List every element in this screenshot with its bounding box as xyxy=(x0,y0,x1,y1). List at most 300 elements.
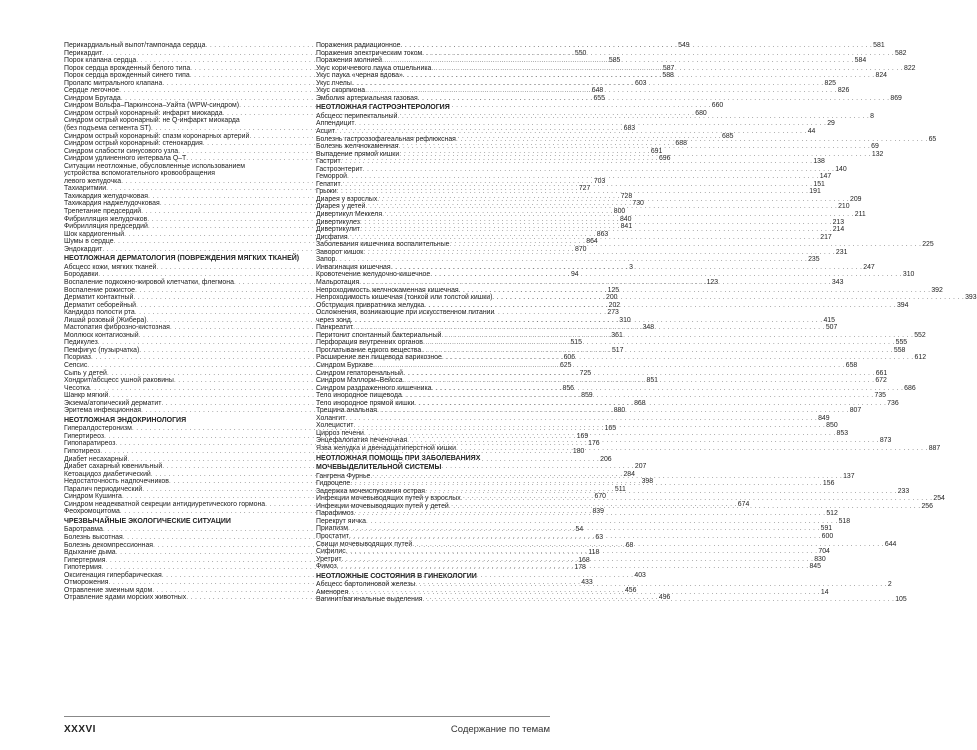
dot-leader xyxy=(354,510,826,518)
index-entry-title: Гипопаратиреоз xyxy=(64,440,116,448)
index-entry-page: 14 xyxy=(820,588,829,596)
index-entry-title: Болезнь декомпрессионная xyxy=(64,541,154,549)
index-entry-title: Дивертикул Меккеля xyxy=(316,211,383,219)
section-heading: ЧРЕЗВЫЧАЙНЫЕ ЭКОЛОГИЧЕСКИЕ СИТУАЦИИ xyxy=(64,517,231,525)
index-entry-page: 169 xyxy=(576,432,589,440)
index-entry-page: 845 xyxy=(809,563,821,571)
index-entry[interactable] xyxy=(316,120,835,128)
index-entry-page: 824 xyxy=(875,72,887,80)
index-entry-page: 217 xyxy=(820,233,832,241)
index-entry-title: Болезнь гастроэзофагеальная рефлюксная xyxy=(316,135,456,143)
index-entry-title: Абсцесс перипектальный xyxy=(316,112,398,120)
index-entry-page: 54 xyxy=(575,526,584,534)
index-entry-page: 600 xyxy=(821,533,834,540)
index-entry-page: 674 xyxy=(737,500,750,508)
index-entry-title: Перитонит спонтанный бактериальный xyxy=(316,331,442,339)
dot-leader xyxy=(459,287,931,295)
index-entry-page: 864 xyxy=(586,238,598,246)
index-entry-page: 273 xyxy=(607,309,619,317)
index-entry-page: 138 xyxy=(813,158,825,166)
index-entry-title: Сифилис xyxy=(316,548,346,556)
index-entry-page: 63 xyxy=(595,534,604,541)
index-entry[interactable] xyxy=(316,165,847,174)
dot-leader xyxy=(414,400,886,408)
dot-leader xyxy=(399,151,871,159)
index-entry-title: Гастрит xyxy=(316,158,341,166)
index-entry-page: 231 xyxy=(835,248,848,256)
index-entry-title: Гипералдостеронизм xyxy=(64,425,132,433)
dot-leader xyxy=(370,470,842,481)
dot-leader xyxy=(350,480,822,488)
dot-leader xyxy=(355,120,827,128)
dot-leader xyxy=(351,317,823,325)
index-entry-title: Феохромоцитома xyxy=(64,508,120,516)
index-entry-page: 868 xyxy=(634,399,646,407)
dot-leader xyxy=(397,113,869,121)
index-entry-title: Диарея у взрослых xyxy=(316,195,378,203)
index-entry-page: 691 xyxy=(650,147,663,155)
index-entry-page: 870 xyxy=(575,245,587,253)
index-entry-page: 873 xyxy=(879,437,892,445)
dot-leader xyxy=(398,143,870,151)
index-entry-page: 176 xyxy=(588,440,600,448)
dot-leader xyxy=(403,377,875,385)
dot-leader xyxy=(461,495,933,503)
dot-leader xyxy=(422,50,894,58)
index-entry-title: Чесотка xyxy=(64,384,90,392)
index-entry-title: Недостаточность надпочечников xyxy=(64,478,169,486)
index-entry-title: Синдром гепаторенальный xyxy=(316,369,404,377)
index-entry-page: 415 xyxy=(823,316,835,324)
index-entry-page: 591 xyxy=(820,525,833,533)
index-entry-page: 94 xyxy=(570,271,579,279)
index-entry-title: Гипотиреоз xyxy=(64,447,101,455)
index-entry-title: Мальротация xyxy=(316,278,360,286)
index-entry-page: 69 xyxy=(871,143,879,151)
index-entry-page: 822 xyxy=(904,64,916,72)
index-entry-page: 840 xyxy=(619,215,632,223)
index-entry-title: Запор xyxy=(316,256,336,264)
index-entry-page: 727 xyxy=(578,185,591,193)
index-entry-page: 254 xyxy=(933,495,945,503)
dot-leader xyxy=(347,173,819,181)
index-entry-page: 704 xyxy=(818,548,830,556)
index-entry-page: 2 xyxy=(887,581,892,589)
dot-leader xyxy=(424,302,896,310)
index-entry-page: 830 xyxy=(814,555,826,563)
dot-leader xyxy=(400,42,872,50)
index-entry-page: 728 xyxy=(620,192,633,200)
dot-leader xyxy=(373,362,845,370)
index-entry[interactable] xyxy=(316,256,820,264)
index-entry-page: 686 xyxy=(904,384,916,392)
index-entry-title: Укус пчелы xyxy=(316,79,352,87)
index-entry-title: Воспаление подкожно-жировой клетчатки, флегмона xyxy=(64,278,234,286)
index-entry-page: 507 xyxy=(825,324,838,332)
index-entry-title: Инфекции мочевыводящих путей у детей xyxy=(316,502,449,510)
dot-leader xyxy=(423,596,895,604)
index-entry-page: 310 xyxy=(619,316,631,324)
index-entry-title: Эмболия артериальная газовая xyxy=(316,94,418,102)
index-entry-title: Холецистит xyxy=(316,422,354,430)
index-entry-page: 348 xyxy=(642,324,655,332)
index-entry-title: Гангрена Фурнье xyxy=(316,472,371,480)
index-entry-title: устройства вспомогательного кровообращения xyxy=(64,170,216,178)
index-entry-page: 585 xyxy=(608,57,621,65)
section-heading: НЕОТЛОЖНАЯ ЭНДОКРИНОЛОГИЯ xyxy=(64,416,187,424)
index-entry-title: Простатит xyxy=(316,533,349,540)
dot-leader xyxy=(425,485,897,496)
index-entry-title: Шок кардиогенный xyxy=(64,230,125,238)
index-entry-page: 688 xyxy=(675,140,687,148)
index-entry-title: Укус скорпиона xyxy=(316,87,366,95)
dot-leader xyxy=(365,87,837,95)
index-entry-title: Выпадение прямой кишки xyxy=(316,150,400,158)
index-entry-page: 132 xyxy=(871,150,884,158)
index-entry-title: Синдром острый коронарный: спазм коронарных артерий xyxy=(64,132,250,140)
index-entry-title: Отравление змеиным ядом xyxy=(64,586,153,594)
index-entry-title: Уретрит xyxy=(316,555,342,563)
index-entry-title: Поражения электрическим током xyxy=(316,49,423,57)
index-entry-title: Тело инородное пищевода xyxy=(316,392,402,400)
index-entry-page: 658 xyxy=(845,361,858,369)
dot-leader xyxy=(341,158,813,166)
index-entry-page: 826 xyxy=(837,87,850,95)
index-entry[interactable] xyxy=(316,309,551,317)
dot-leader xyxy=(430,271,902,279)
dot-leader xyxy=(442,332,914,340)
dot-leader xyxy=(431,385,903,393)
index-entry-page: 68 xyxy=(625,541,634,549)
index-entry-page: 672 xyxy=(875,377,887,385)
index-entry-title: Перекрут яичка xyxy=(316,517,366,525)
index-entry-page: 180 xyxy=(572,447,585,455)
index-entry-title: Приапизм xyxy=(316,525,348,533)
index-entry-title: Фимоз xyxy=(316,563,337,571)
index-entry-page: 703 xyxy=(593,177,606,185)
index-entry-page: 123 xyxy=(706,278,719,286)
index-entry[interactable] xyxy=(316,517,851,526)
index-entry-page: 156 xyxy=(822,480,835,488)
index-entry-page: 825 xyxy=(824,79,836,87)
index-entry-page: 515 xyxy=(570,339,582,347)
index-entry-title: Фибрилляция предсердий xyxy=(64,223,148,231)
index-entry-title: Тахикардия желудочковая xyxy=(64,192,149,200)
index-entry-page: 343 xyxy=(831,278,844,286)
dot-leader xyxy=(363,166,835,174)
index-entry-page: 736 xyxy=(887,399,899,407)
dot-leader xyxy=(412,541,884,549)
index-entry-page: 587 xyxy=(662,64,675,72)
dot-leader xyxy=(359,279,831,287)
index-entry-page: 859 xyxy=(581,392,593,400)
index-entry-page: 853 xyxy=(836,429,849,437)
dot-leader xyxy=(337,563,809,571)
index-entry-title: Гидроцеле xyxy=(316,480,351,488)
index-entry-title: Перикардит xyxy=(64,49,103,57)
dot-leader xyxy=(360,219,832,227)
index-entry-title: Цирроз печени xyxy=(316,429,364,437)
index-entry-title: Экзема/атопический дерматит xyxy=(64,399,162,407)
index-entry-title: Синдром острый коронарный: инфаркт миокарда xyxy=(64,109,223,117)
index-entry-page: 655 xyxy=(593,94,605,102)
index-entry-title: Болезнь желчнокаменная xyxy=(316,143,399,151)
dot-leader xyxy=(360,226,832,234)
index-entry-title: Тахиаритмии xyxy=(64,185,107,193)
dot-leader xyxy=(415,581,887,589)
dot-leader xyxy=(341,181,813,189)
index-entry-title: Синдром Мэллори–Вейсса xyxy=(316,377,403,385)
index-entry-title: Оксигенация гипербарическая xyxy=(64,571,162,579)
index-entry-page: 612 xyxy=(914,354,927,362)
index-entry-title: Синдром удлиненного интервала Q–T xyxy=(64,155,187,163)
index-entry-page: 584 xyxy=(854,57,867,65)
index-entry-page: 140 xyxy=(835,165,847,173)
index-entry-page: 200 xyxy=(606,294,618,302)
dot-leader xyxy=(364,430,836,438)
index-entry-page: 496 xyxy=(658,594,671,602)
index-entry-page: 863 xyxy=(596,230,609,238)
index-entry-title: Синдром Вольфа–Паркинсона–Уайта (WPW-синдром) xyxy=(64,102,240,110)
index-entry-page: 887 xyxy=(928,444,941,452)
index-entry-title: Болезнь высотная xyxy=(64,534,123,541)
index-entry-page: 670 xyxy=(594,493,606,501)
index-entry-page: 433 xyxy=(581,579,593,587)
index-entry-page: 683 xyxy=(623,125,636,133)
index-entry-page: 394 xyxy=(896,301,909,309)
index-entry-title: Проглатывание едкого вещества xyxy=(316,346,422,354)
index-entry-page: 869 xyxy=(890,94,902,102)
index-entry-page: 851 xyxy=(646,377,659,385)
index-entry-title: Кетоацидоз диабетический xyxy=(64,470,151,478)
index-entry-page: 680 xyxy=(695,109,707,117)
index-entry-page: 247 xyxy=(863,263,875,271)
index-entry-title: Укус паука «черная вдова» xyxy=(316,72,403,80)
index-entry-title: Отравление ядами морских животных xyxy=(64,594,187,602)
index-entry[interactable] xyxy=(316,414,830,423)
index-entry-title: Непроходимость желчнокаменная кишечная xyxy=(316,286,459,294)
index-entry-page: 517 xyxy=(611,346,624,354)
index-entry-page: 588 xyxy=(662,72,674,80)
index-entry-title: Синдром неадекватной секреции антидиуретического гормона xyxy=(64,500,266,508)
index-entry-title: Асцит xyxy=(316,128,335,136)
index-entry-page: 137 xyxy=(843,472,855,480)
index-entry-title: Педикулез xyxy=(64,339,98,347)
index-entry-page: 310 xyxy=(902,271,915,279)
index-entry-title: Тахикардия наджелудочковая xyxy=(64,200,160,208)
dot-leader xyxy=(391,264,863,272)
index-entry-page: 555 xyxy=(895,339,908,347)
dot-leader xyxy=(348,586,820,597)
index-entry-title: Шумы в сердце xyxy=(64,238,114,246)
dot-leader xyxy=(342,556,814,564)
index-entry-page: 549 xyxy=(678,42,690,49)
index-entry-title: Абсцесс кожи, мягких тканей xyxy=(64,263,157,271)
index-entry-title: Дивертикулез xyxy=(316,218,360,226)
index-entry-title: Порок сердца врожденный синего типа xyxy=(64,72,190,80)
index-entry-page: 730 xyxy=(632,200,644,208)
index-entry-title: Псориаз xyxy=(64,354,91,362)
index-entry-page: 233 xyxy=(897,487,910,495)
index-entry-title: Диабет несахарный xyxy=(64,455,128,463)
index-entry-title: Фибрилляция желудочков xyxy=(64,215,148,223)
index-entry-title: Непроходимость кишечная (тонкой или толстой кишки) xyxy=(316,294,493,302)
dot-leader xyxy=(450,241,922,249)
index-entry-page: 3 xyxy=(629,263,633,271)
index-entry-title: Вагинит/вагинальные выделения xyxy=(316,596,423,604)
index-entry-page: 44 xyxy=(807,128,816,136)
index-entry-page: 191 xyxy=(809,188,821,196)
index-entry-page: 735 xyxy=(874,392,886,400)
index-entry-title: Парафимоз xyxy=(316,510,354,518)
index-entry-title: Абсцесс бартолиновой железы xyxy=(316,581,416,589)
index-entry-title: Холангит xyxy=(316,414,346,422)
dot-leader xyxy=(402,392,874,400)
index-entry-page: 582 xyxy=(894,49,907,57)
index-entry-title: Поражения радиационное xyxy=(316,42,401,49)
index-entry-title: Сыпь у детей xyxy=(64,369,107,377)
index-entry-title: Пролапс митрального клапана xyxy=(64,79,163,87)
dot-leader xyxy=(421,347,893,355)
index-entry-title: Грыжи xyxy=(316,188,337,196)
index-entry-page: 225 xyxy=(922,241,934,249)
index-entry-title: Синдром Бурхаве xyxy=(316,361,374,369)
index-entry-page: 65 xyxy=(928,135,937,143)
index-entry-page: 839 xyxy=(592,508,604,516)
index-entry-page: 725 xyxy=(579,369,592,377)
index-entry-page: 210 xyxy=(838,203,850,211)
index-entry-title: Эндокардит xyxy=(64,245,103,253)
index-entry-page: 207 xyxy=(634,463,647,471)
section-heading: НЕОТЛОЖНАЯ ПОМОЩЬ ПРИ ЗАБОЛЕВАНИЯХ xyxy=(316,454,481,462)
dot-leader xyxy=(377,407,849,415)
index-entry-page: 165 xyxy=(604,425,617,433)
dot-leader xyxy=(382,57,854,65)
dot-leader xyxy=(442,354,914,362)
index-entry-title: Перфорация внутренних органов xyxy=(316,339,423,347)
index-entry-title: Сердце легочное xyxy=(64,87,120,95)
index-entry-title: Синдром Бругада xyxy=(64,94,121,102)
index-entry-page: 552 xyxy=(914,331,926,339)
index-entry-page: 660 xyxy=(711,102,724,110)
index-entry-title: Шанкр мягкий xyxy=(64,392,109,400)
index-entry-page: 696 xyxy=(658,155,671,163)
dot-leader xyxy=(403,370,875,378)
index-entry[interactable] xyxy=(64,170,299,178)
index-entry-page: 8 xyxy=(870,112,874,120)
index-entry-title: Заворот кишок xyxy=(316,248,364,256)
index-entry-page: 648 xyxy=(591,87,604,95)
index-entry-page: 606 xyxy=(563,354,576,362)
index-entry-title: Свищи мочевыводящих путей xyxy=(316,540,413,548)
index-entry-title: Бородавки xyxy=(64,271,99,279)
index-entry-page: 118 xyxy=(588,549,600,557)
index-entry-title: Гастроэнтерит xyxy=(316,165,363,173)
dot-leader xyxy=(377,196,849,204)
index-entry-title: Ситуации неотложные, обусловленные использованием xyxy=(64,162,245,170)
index-entry-page: 393 xyxy=(965,294,977,302)
index-entry-title: через зонд xyxy=(316,316,351,324)
index-entry-page: 392 xyxy=(931,286,943,294)
dot-leader xyxy=(353,422,825,430)
dot-leader xyxy=(365,203,837,211)
index-entry-page: 147 xyxy=(819,173,832,181)
index-entry-title: Перикардиальный выпот/тампонада сердца xyxy=(64,42,206,49)
index-entry-title: Порок клапана сердца xyxy=(64,57,137,65)
index-entry-page: 168 xyxy=(578,556,590,564)
dot-leader xyxy=(348,525,820,533)
index-entry-title: Эритема инфекционная xyxy=(64,407,142,415)
index-entry-title: Кровотечение желудочно-кишечное xyxy=(316,271,431,279)
index-entry-title: Пемфигус (пузырчатка) xyxy=(64,346,140,354)
index-entry-title: Гепатит xyxy=(316,180,341,188)
index-entry-title: Инвагинация кишечная xyxy=(316,263,391,271)
index-entry-title: Сепсис xyxy=(64,361,88,369)
index-entry-title: Язва желудка и двенадцатиперстной кишки xyxy=(316,444,456,452)
index-entry-title: (без подъема сегмента ST) xyxy=(64,125,151,133)
dot-leader xyxy=(363,249,835,257)
index-entry-title: Дерматит контактный xyxy=(64,294,134,302)
index-entry-title: Вдыхание дыма xyxy=(64,549,116,557)
index-entry-title: Аменорея xyxy=(316,588,349,596)
dot-leader xyxy=(418,95,890,103)
dot-leader xyxy=(345,415,817,423)
index-entry-title: Тело инородное прямой кишки xyxy=(316,399,415,407)
section-heading: НЕОТЛОЖНЫЕ СОСТОЯНИЯ В ГИНЕКОЛОГИИ xyxy=(316,572,477,580)
index-entry-page: 151 xyxy=(813,180,825,188)
index-entry-title: Геморрой xyxy=(316,173,348,181)
index-entry-title: Расширение вен пищевода варикозное xyxy=(316,354,442,362)
dot-leader xyxy=(335,128,807,136)
dot-leader xyxy=(353,324,825,332)
index-entry-title: Гипотермия xyxy=(64,564,102,572)
index-entry-page: 807 xyxy=(849,407,862,415)
index-entry-page: 125 xyxy=(607,286,620,294)
index-entry-title: левого желудочка xyxy=(64,177,122,185)
index-entry-page: 202 xyxy=(608,301,621,309)
index-entry-title: Лишай розовый (Жибера) xyxy=(64,316,147,324)
index-entry-page: 256 xyxy=(921,502,933,510)
index-entry-page: 29 xyxy=(827,120,835,128)
index-entry-title: Мастопатия фиброзно-кистозная xyxy=(64,324,170,332)
index-entry-page: 661 xyxy=(875,369,888,377)
index-entry-page: 105 xyxy=(895,596,907,604)
index-entry-page: 880 xyxy=(613,407,626,415)
page-number: XXXVI xyxy=(64,724,96,735)
index-entry-page: 625 xyxy=(559,361,572,369)
index-entry-page: 398 xyxy=(641,478,654,486)
index-entry-page: 644 xyxy=(884,540,897,548)
index-entry-title: Инфекции мочевыводящих путей у взрослых xyxy=(316,495,461,503)
index-entry-page: 403 xyxy=(634,571,646,579)
index-entry-title: Синдром Кушинга xyxy=(64,493,122,501)
index-entry-page: 178 xyxy=(574,564,586,572)
index-entry-title: Порок сердца врожденный белого типа xyxy=(64,64,191,72)
index-entry-title: Синдром раздраженного кишечника xyxy=(316,384,432,392)
footer-title: Содержание по темам xyxy=(450,724,550,735)
index-entry-page: 603 xyxy=(635,79,647,87)
dot-leader xyxy=(335,256,807,264)
index-entry[interactable] xyxy=(64,117,299,125)
index-entry-title: Обструкция привратника желудка xyxy=(316,301,425,309)
index-entry-title: Воспаление рожистое xyxy=(64,286,135,294)
index-entry-page: 213 xyxy=(832,218,845,226)
index-entry-title: Энцефалопатия печеночная xyxy=(316,437,408,445)
index-entry[interactable] xyxy=(316,263,875,272)
index-entry-page: 685 xyxy=(722,132,734,140)
index-entry-page: 856 xyxy=(562,384,574,392)
index-entry-page: 558 xyxy=(893,346,906,354)
